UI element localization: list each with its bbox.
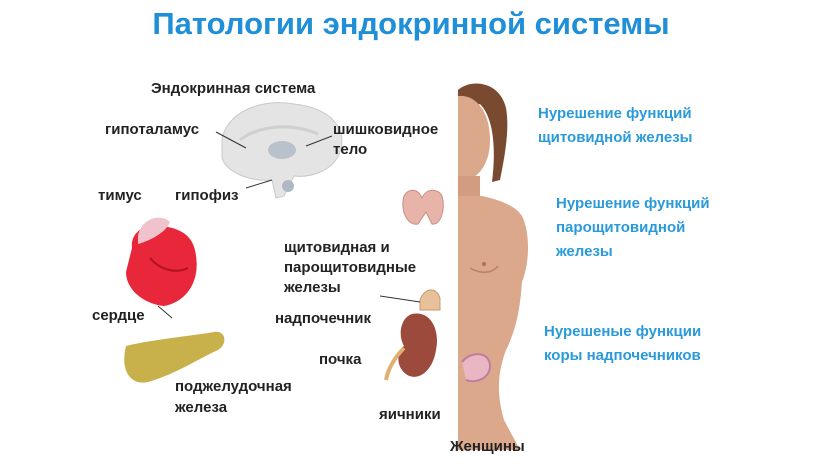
note-thyroid-line1: Нурешение функций bbox=[538, 105, 692, 122]
note-parathyroid-line2: парощитовидной bbox=[556, 219, 686, 236]
label-ovaries: яичники bbox=[379, 406, 441, 423]
heart-illustration bbox=[126, 218, 197, 306]
label-woman: Женщины bbox=[450, 438, 525, 455]
note-adrenal-line2: коры надпочечников bbox=[544, 347, 701, 364]
label-pituitary: гипофиз bbox=[175, 187, 239, 204]
note-parathyroid-line1: Нурешение функций bbox=[556, 195, 710, 212]
page-title: Патологии эндокринной системы bbox=[152, 6, 670, 41]
note-adrenal-line1: Нурешеные функции bbox=[544, 323, 702, 340]
note-parathyroid-line3: железы bbox=[556, 243, 613, 260]
pancreas-illustration bbox=[124, 332, 224, 383]
label-pancreas-2: железа bbox=[175, 399, 228, 416]
diagram-heading: Эндокринная система bbox=[151, 80, 316, 97]
note-thyroid-line2: щитовидной железы bbox=[538, 129, 693, 146]
label-pineal: шишковидное bbox=[333, 121, 439, 138]
brain-illustration bbox=[222, 103, 342, 198]
label-hypothalamus: гипоталамус bbox=[105, 121, 200, 138]
label-heart: сердце bbox=[92, 307, 145, 324]
label-kidney: почка bbox=[319, 351, 362, 368]
label-pancreas-1: поджелудочная bbox=[175, 378, 292, 395]
label-thyroid-1: щитовидная и bbox=[284, 239, 390, 256]
label-thymus: тимус bbox=[98, 187, 142, 204]
adrenal-illustration bbox=[420, 290, 440, 310]
label-pineal-2: тело bbox=[333, 141, 368, 158]
note-parathyroid bbox=[556, 192, 710, 264]
label-thyroid-3: железы bbox=[284, 279, 341, 296]
label-adrenal: надпочечник bbox=[275, 310, 371, 327]
label-thyroid-2: парощитовидные bbox=[284, 259, 417, 276]
note-adrenal-cortex bbox=[544, 320, 701, 368]
note-thyroid bbox=[538, 102, 692, 150]
woman-figure bbox=[458, 84, 528, 450]
thyroid-illustration bbox=[403, 190, 443, 224]
